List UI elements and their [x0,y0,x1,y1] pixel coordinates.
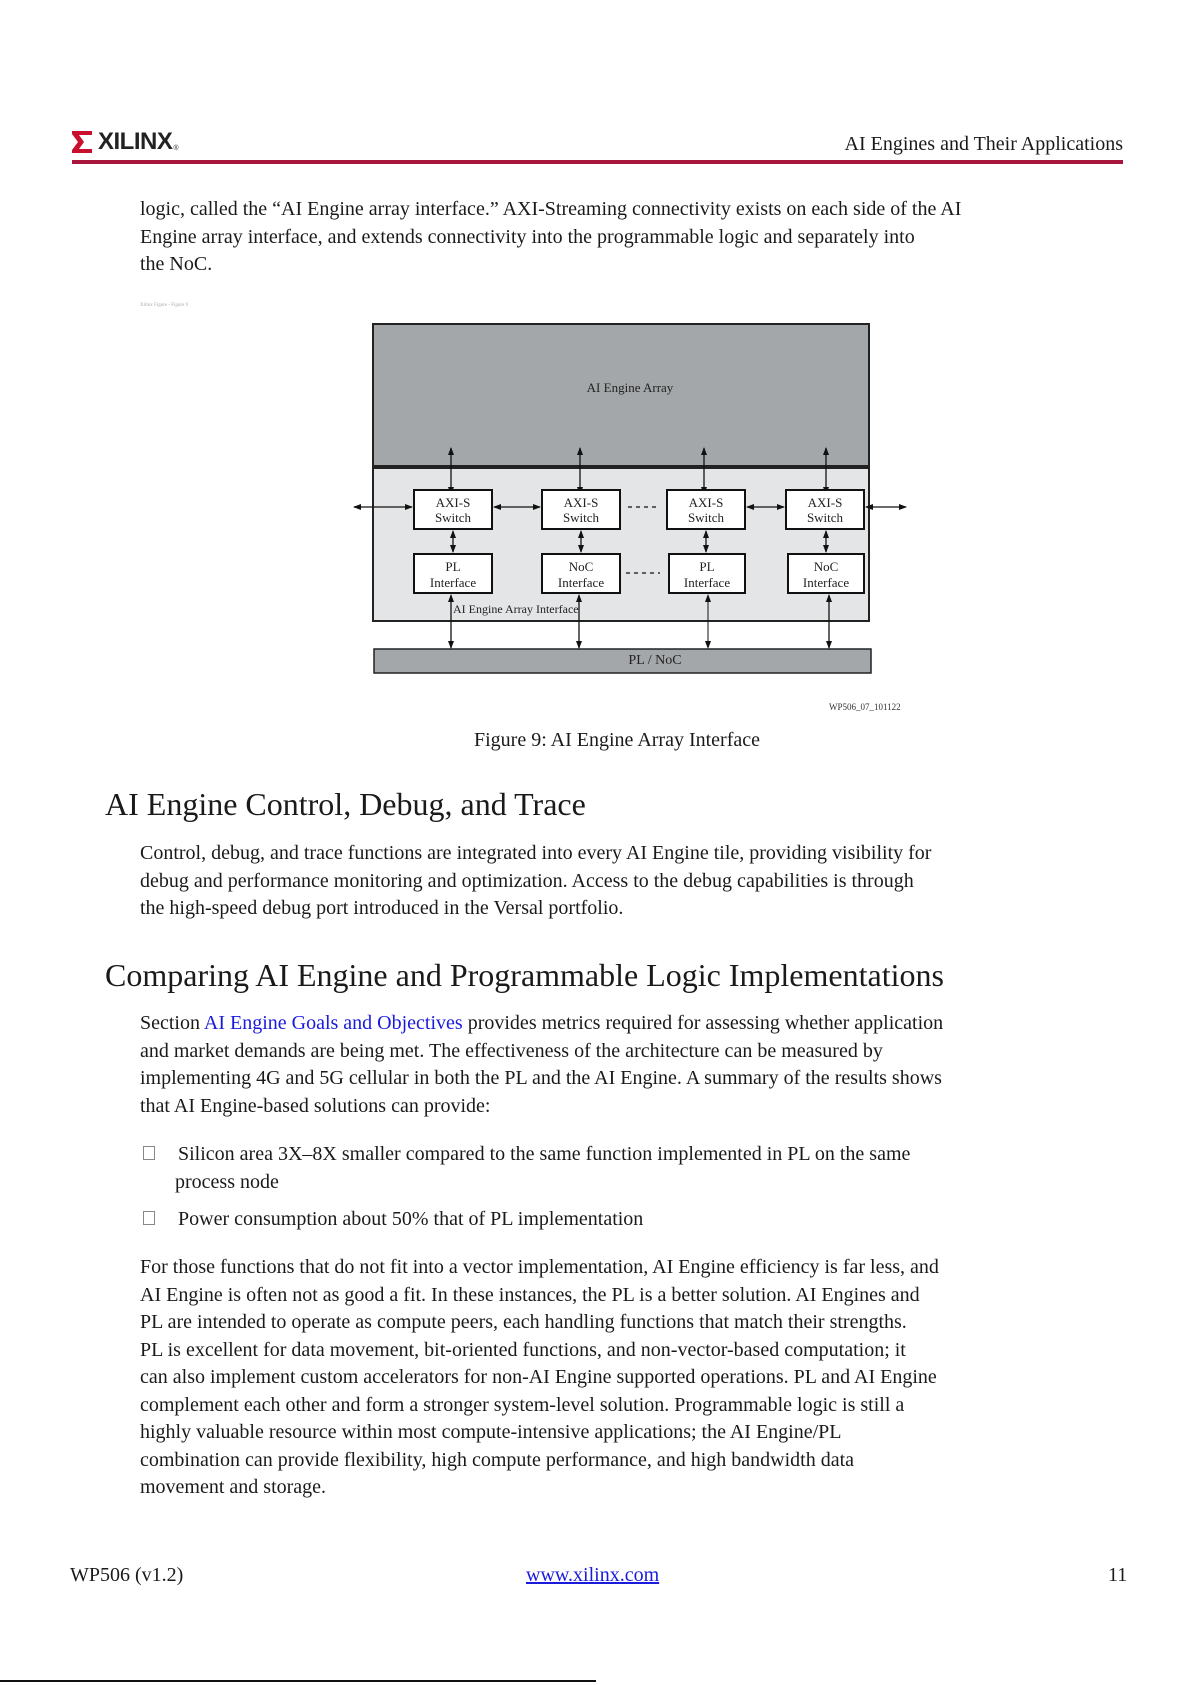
figure-id: WP506_07_101122 [829,702,901,712]
noc-interface-2 [788,559,864,591]
bullet-text: Power consumption about 50% that of PL implementation [178,1208,644,1230]
section-heading-control-debug-trace: AI Engine Control, Debug, and Trace [105,786,586,822]
ai-engine-array-interface-label: AI Engine Array Interface [453,602,579,616]
xilinx-logo-icon [72,131,92,153]
text-line: highly valuable resource within most compute-intensive applications; the AI Engine/PL [140,1421,842,1443]
switch-label-line1: AXI-S [563,495,599,510]
text-line: PL is excellent for data movement, bit-oriented functions, and non-vector-based computation; it [140,1338,906,1361]
intro-paragraph [140,196,961,279]
text-line: that AI Engine-based solutions can provide: [140,1094,491,1117]
text-line: AI Engine is often not as good a fit. In these instances, the PL is a better solution. AI Engines and [140,1283,920,1306]
switch-label-line2: Switch [687,510,725,525]
pl-interface-1 [414,559,492,591]
text-line: logic, called the “AI Engine array interface.” AXI-Streaming connectivity exists on each side of the AI [140,198,962,220]
section1-paragraph [140,840,931,923]
interface-label-line1: NoC [568,559,594,574]
section-heading-comparing-implementations: Comparing AI Engine and Programmable Logic Implementations [105,957,944,993]
interface-label-line1: NoC [813,559,839,574]
xilinx-logo [72,128,179,156]
interface-label-line1: PL [445,559,461,574]
switch-label-line1: AXI-S [807,495,843,510]
footer-url [526,1564,659,1587]
xilinx-website-link[interactable]: www.xilinx.com [526,1564,660,1586]
bullet-icon [143,1211,155,1225]
text-line: debug and performance monitoring and optimization. Access to the debug capabilities is through [140,869,914,892]
interface-label-line2: Interface [802,575,850,590]
switch-label-line1: AXI-S [688,495,724,510]
pl-interface-2 [669,559,745,591]
text-line: the high-speed debug port introduced in the Versal portfolio. [140,897,624,919]
text-line: For those functions that do not fit into a vector implementation, AI Engine efficiency is far less, and [140,1256,939,1278]
text-line: can also implement custom accelerators for non-AI Engine supported operations. PL and AI Engine [140,1366,937,1388]
axi-s-switch-3 [667,495,745,525]
switch-label-line2: Switch [562,510,600,525]
text-line: movement and storage. [140,1476,327,1498]
logo-registered-mark: ® [173,144,179,152]
text-line: Control, debug, and trace functions are integrated into every AI Engine tile, providing visibility for [140,842,932,864]
figure-caption: Figure 9: AI Engine Array Interface [474,729,761,751]
page-number: 11 [1108,1564,1128,1586]
pl-noc-label: PL / NoC [628,653,682,668]
text-line: the NoC. [140,253,213,275]
tiny-figure-label: Xilinx Figure - Figure 9 [140,303,189,308]
text-line [140,1010,943,1038]
section2-paragraph2 [140,1254,939,1502]
bullet-item-2 [143,1206,643,1234]
axi-s-switch-2 [542,495,620,525]
text-line: and market demands are being met. The effectiveness of the architecture can be measured by [140,1039,883,1062]
text-line: combination can provide flexibility, high compute performance, and high bandwidth data [140,1448,855,1471]
axi-s-switch-1 [414,495,492,525]
footer-doc-id: WP506 (v1.2) [70,1564,184,1586]
bullet-text: Silicon area 3X–8X smaller compared to the same function implemented in PL on the same [178,1143,911,1165]
text-fragment: provides metrics required for assessing whether application [462,1012,944,1034]
section2-paragraph1 [140,1010,943,1120]
bottom-rule [0,1680,596,1682]
noc-interface-1 [542,559,620,591]
bullet-icon [143,1146,155,1160]
header-rule [72,160,1123,164]
logo-text: XILINX [98,128,173,155]
figure-ai-engine-array-interface [340,320,920,680]
text-line: PL are intended to operate as compute peers, each handling functions that match their strengths. [140,1311,907,1333]
interface-label-line2: Interface [557,575,605,590]
interface-label-line1: PL [699,559,715,574]
switch-label-line2: Switch [434,510,472,525]
bullet-text-cont: process node [175,1170,279,1193]
switch-label-line2: Switch [806,510,844,525]
text-line: implementing 4G and 5G cellular in both the PL and the AI Engine. A summary of the results shows [140,1067,942,1089]
running-header-title: AI Engines and Their Applications [844,133,1123,155]
text-line: Engine array interface, and extends connectivity into the programmable logic and separately into [140,225,915,248]
text-line: complement each other and form a stronger system-level solution. Programmable logic is still a [140,1393,905,1416]
interface-label-line2: Interface [429,575,477,590]
text-fragment: Section [140,1012,204,1034]
axi-s-switch-4 [786,495,864,525]
switch-label-line1: AXI-S [435,495,471,510]
ai-engine-goals-link[interactable]: AI Engine Goals and Objectives [203,1012,463,1034]
interface-label-line2: Interface [683,575,731,590]
bullet-item-1 [143,1141,910,1196]
ai-engine-array-label: AI Engine Array [586,380,674,395]
